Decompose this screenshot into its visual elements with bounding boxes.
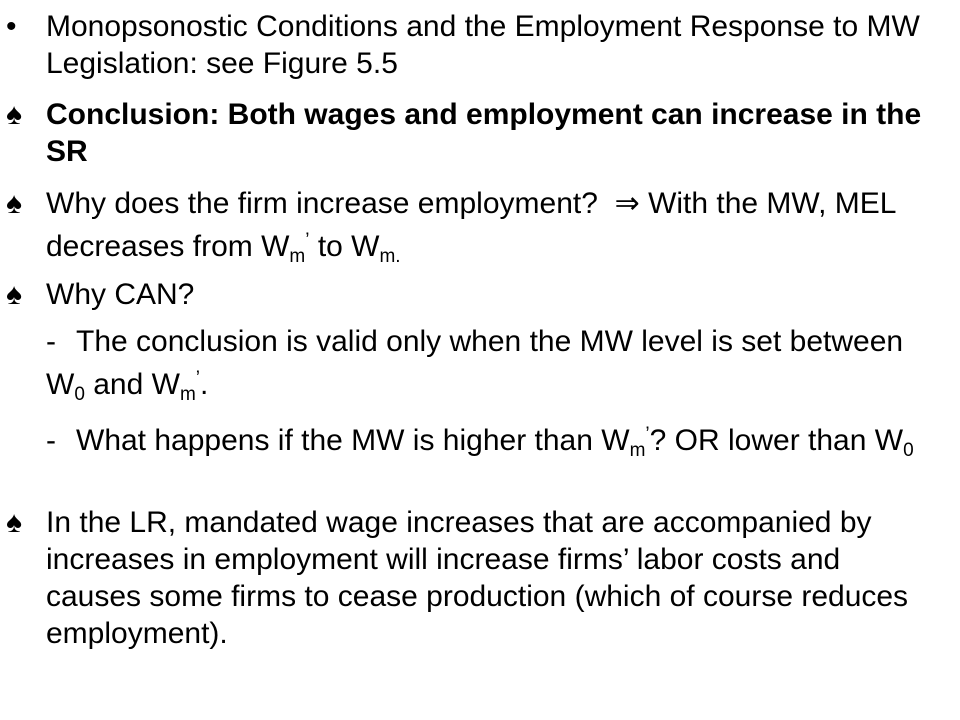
why-firm-question: Why does the firm increase employment? [46, 187, 598, 220]
spade-icon: ♠ [6, 187, 22, 220]
what-happens-part1: What happens if the MW is higher than W [76, 424, 630, 457]
why-can-text: Why CAN? [46, 278, 195, 311]
spade-icon: ♠ [6, 278, 22, 311]
bullet-item-figure-ref [6, 8, 940, 82]
sub-item-what-happens [6, 416, 940, 469]
conclusion-text: Conclusion: Both wages and employment can increase in the SR [46, 98, 922, 168]
why-firm-answer: With the MW, MEL decreases from W [46, 187, 896, 263]
bullet-text: Monopsonostic Conditions and the Employment Response to MW Legislation: see Figure 5.5 [46, 10, 920, 80]
what-happens-part2: ? OR lower than W [649, 424, 904, 457]
long-run-text: In the LR, mandated wage increases that are accompanied by increases in employment will increase firms’ labor costs and causes some firms to cease production (which of course reduces employment). [46, 506, 909, 650]
why-firm-text [6, 185, 940, 275]
subscript-m: m [179, 384, 196, 405]
implies-arrow-icon: ⇒ [614, 187, 640, 220]
sub-item-valid-condition [6, 323, 940, 413]
subscript-0: 0 [74, 384, 85, 405]
subscript-0: 0 [903, 440, 914, 461]
bullet-dot-icon: • [6, 10, 17, 43]
spade-icon: ♠ [6, 98, 22, 131]
why-firm-to: to W [317, 230, 380, 263]
bullet-item-why-can [6, 276, 940, 313]
bullet-item-long-run [6, 504, 940, 652]
dash-marker: - [46, 325, 56, 358]
what-happens-text [6, 416, 940, 469]
spade-icon: ♠ [6, 506, 22, 539]
prime-mark: ’ [645, 424, 650, 445]
bullet-item-conclusion [6, 96, 940, 170]
valid-condition-and: and W [93, 368, 180, 401]
bullet-item-why-firm [6, 185, 940, 275]
period: . [200, 368, 209, 401]
subscript-m-period: m. [379, 246, 401, 267]
subscript-m: m [629, 440, 646, 461]
prime-mark: ’ [305, 230, 310, 251]
subscript-m: m [289, 246, 306, 267]
valid-condition-text [6, 323, 940, 413]
dash-marker: - [46, 424, 56, 457]
prime-mark: ’ [195, 368, 201, 389]
valid-condition-part1: The conclusion is valid only when the MW level is set between W [46, 325, 904, 401]
